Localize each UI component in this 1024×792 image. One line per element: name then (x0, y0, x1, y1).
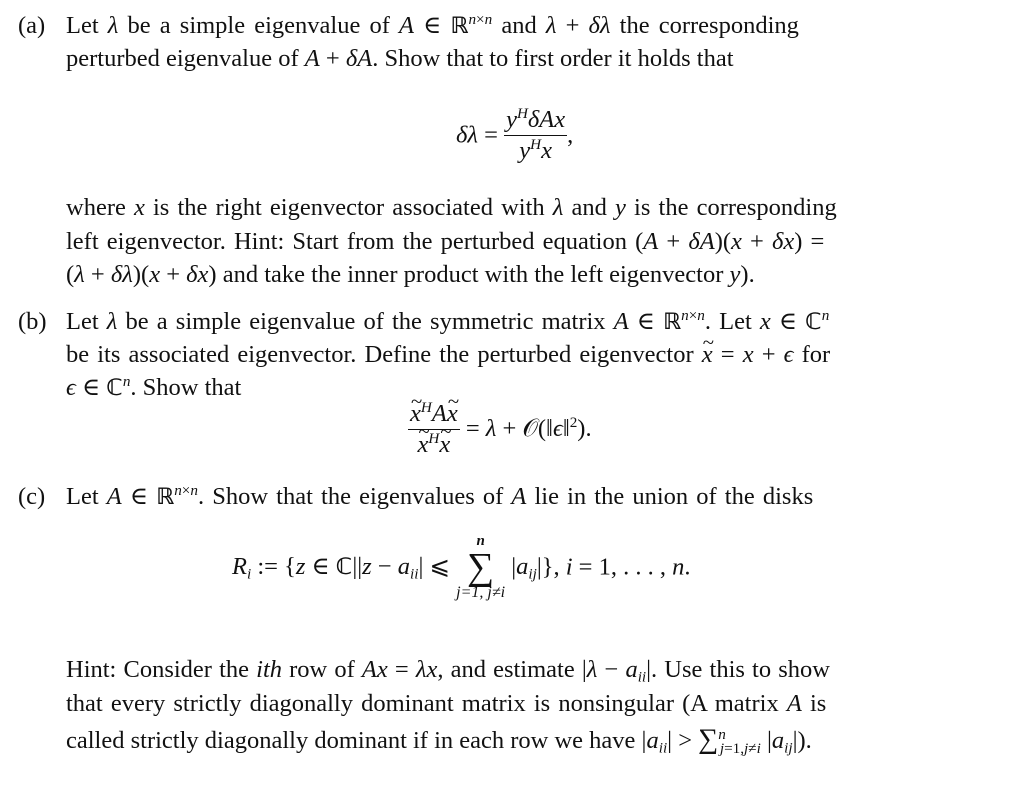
problem-b-line-1: Let λ be a simple eigenvalue of the symmetric matrix A ∈ ℝ$^{n\times n}$. Let x ∈ ℂ$^n$ (66, 306, 830, 335)
problem-c-line-1: Let A ∈ ℝ$^{n\times n}$. Show that the eigenvalues of A lie in the union of the disks (66, 481, 814, 510)
problem-c-hint-line-1: Hint: Consider the ith row of Ax = λx, and estimate $|\lambda - a_{ii}|$. Use this to show (66, 656, 830, 686)
problem-a-intro-line-1: Let λ be a simple eigenvalue of A ∈ ℝ$^{n\times n}$ and λ + δλ the corresponding (66, 10, 799, 39)
problem-b-label: (b) (18, 308, 47, 335)
problem-a-formula: δλ = $\frac{y^H\delta Ax}{y^Hx}$ , (456, 104, 574, 164)
rayleigh-quotient-fraction: ~ $x^HA\sim$ x ~ $x^H\sim$ x (408, 402, 460, 457)
problem-b-line-3: ϵ ∈ ℂ$^n$. Show that (66, 372, 242, 401)
problem-a-after-line-1: where x is the right eigenvector associated with λ and y is the corresponding (66, 194, 837, 221)
problem-b-line-2: be its associated eigenvector. Define the perturbed eigenvector ~ x = x + ϵ for (66, 343, 830, 368)
problem-b-formula: ~ $x^HA\sim$ x ~ $x^H\sim$ x = λ + 𝒪(‖ϵ‖$^2$). (408, 402, 592, 457)
problem-c-hint-line-3: called strictly diagonally dominant if in each row we have $|a_{ii}| > \sum^n_{j=1,j\ne i}$ $|a_{ij}|$). (66, 724, 812, 757)
sum-upper-limit: n (476, 533, 485, 549)
problem-a-after-line-3: (λ + δλ)(x + δx) and take the inner product with the left eigenvector y). (66, 261, 755, 288)
problem-c-formula: $R_i$ := {z ∈ ℂ||z − $a_{ii}|$ ⩽ n ∑ j=1, j≠i $|a_{ij}|$}, i = 1, . . . , n. (232, 533, 691, 602)
problem-c-label: (c) (18, 483, 46, 510)
problem-c-hint-line-2: that every strictly diagonally dominant matrix is nonsingular (A matrix A is (66, 690, 827, 717)
problem-a-after-line-2: left eigenvector. Hint: Start from the perturbed equation (A + δA)(x + δx) = (66, 228, 825, 255)
eigenvalue-perturbation-fraction: $\frac{y^H\delta Ax}{y^Hx}$ (506, 104, 566, 164)
problem-a-label: (a) (18, 12, 46, 39)
gershgorin-sum: n ∑ j=1, j≠i (456, 533, 506, 602)
problem-a-intro-line-2: perturbed eigenvalue of A + δA. Show that to first order it holds that (66, 45, 734, 72)
